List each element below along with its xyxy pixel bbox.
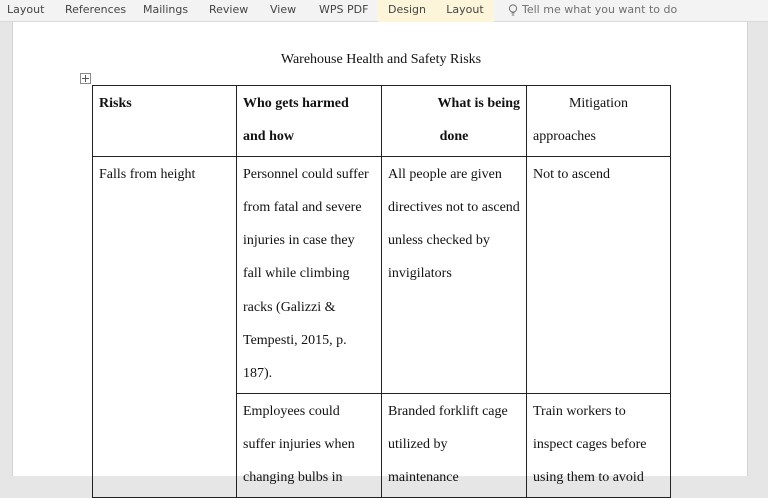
table-row <box>93 156 671 393</box>
risks-table <box>92 85 671 498</box>
cell-mitigation[interactable]: Train workers to inspect cages before using them to avoid <box>527 393 671 497</box>
cell-what[interactable]: Branded forklift cage utilized by maintenance <box>382 393 527 497</box>
cell-risk[interactable]: Falls from height <box>93 156 237 497</box>
tab-layout[interactable]: Layout <box>7 3 45 16</box>
header-what-line1: What is being <box>437 96 520 111</box>
tab-table-design[interactable]: Design <box>378 0 436 22</box>
header-what-line2: done <box>439 129 469 145</box>
header-who-gets-harmed <box>237 86 382 157</box>
tab-references[interactable]: References <box>65 3 127 16</box>
document-page[interactable] <box>12 22 748 486</box>
lightbulb-icon <box>508 4 518 17</box>
header-mitigation-line1: Mitigation <box>568 96 629 111</box>
document-canvas <box>0 22 768 486</box>
header-who-line2: and how <box>243 129 294 145</box>
header-risks <box>93 86 237 157</box>
tell-me-text: Tell me what you want to do <box>522 3 678 16</box>
header-mitigation <box>527 86 671 157</box>
header-risks-text: Risks <box>99 96 132 111</box>
header-mitigation-line2: approaches <box>533 129 596 145</box>
tab-wps-pdf[interactable]: WPS PDF <box>319 3 369 16</box>
tell-me-search[interactable] <box>508 0 678 22</box>
page-title: Warehouse Health and Safety Risks <box>280 52 482 67</box>
header-who-line1: Who gets harmed <box>243 96 349 111</box>
tab-table-layout[interactable]: Layout <box>436 0 494 22</box>
cell-who[interactable]: Personnel could suffer from fatal and severe injuries in case they fall while climbing racks (Galizzi & Tempesti, 2015, p. 187). <box>237 156 382 393</box>
tab-mailings[interactable]: Mailings <box>143 3 189 16</box>
cell-what[interactable]: All people are given directives not to ascend unless checked by invigilators <box>382 156 527 393</box>
table-move-handle-icon[interactable] <box>80 73 91 84</box>
header-what-is-being-done <box>382 86 527 157</box>
table-header-row <box>93 86 671 157</box>
ribbon-tab-bar <box>0 0 768 22</box>
cell-who[interactable]: Employees could suffer injuries when changing bulbs in <box>237 393 382 497</box>
cell-mitigation[interactable]: Not to ascend <box>527 156 671 393</box>
tab-review[interactable]: Review <box>209 3 249 16</box>
tab-view[interactable]: View <box>270 3 297 16</box>
